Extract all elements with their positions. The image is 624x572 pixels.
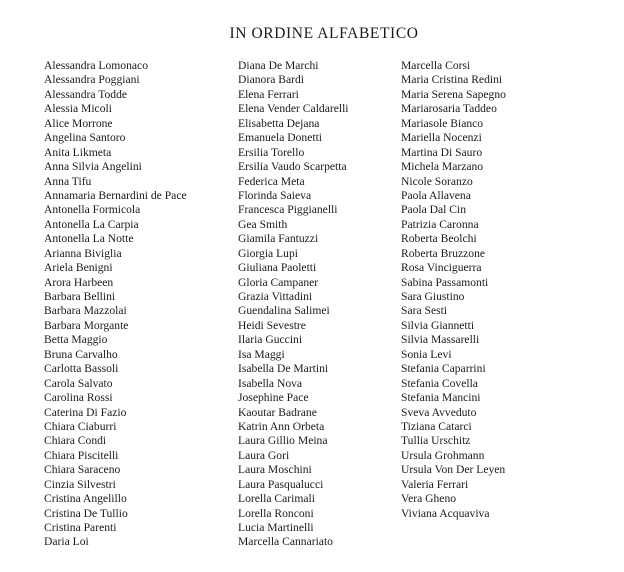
name-entry: Annamaria Bernardini de Pace — [44, 188, 187, 202]
name-entry: Mariasole Bianco — [401, 116, 484, 130]
name-entry: Ilaria Guccini — [238, 333, 303, 347]
name-entry: Stefania Covella — [401, 376, 478, 390]
name-entry: Francesca Piggianelli — [238, 203, 338, 217]
name-entry: Elena Vender Caldarelli — [238, 102, 349, 116]
name-entry: Tiziana Catarci — [401, 419, 472, 433]
name-entry: Rosa Vinciguerra — [401, 261, 482, 275]
name-entry: Sabina Passamonti — [401, 275, 489, 289]
name-entry: Laura Pasqualucci — [238, 477, 324, 491]
name-entry: Antonella La Notte — [44, 232, 134, 246]
name-entry: Gloria Campaner — [238, 275, 319, 289]
name-entry: Sonia Levi — [401, 347, 452, 361]
name-entry: Maria Serena Sapegno — [401, 87, 506, 101]
name-entry: Ariela Benigni — [44, 261, 113, 275]
name-entry: Anna Silvia Angelini — [44, 160, 142, 174]
name-entry: Ursula Von Der Leyen — [401, 463, 506, 477]
name-entry: Sara Sesti — [401, 304, 448, 318]
name-entry: Anita Likmeta — [44, 145, 112, 159]
name-column-3 — [401, 59, 506, 521]
name-entry: Arora Harbeen — [44, 275, 114, 289]
name-entry: Alessandra Todde — [44, 87, 128, 101]
name-entry: Carlotta Bassoli — [44, 362, 119, 376]
name-entry: Barbara Bellini — [44, 290, 116, 303]
name-entry: Isabella Nova — [238, 376, 303, 390]
name-entry: Chiara Ciaburri — [44, 419, 117, 433]
name-entry: Martina Di Sauro — [401, 145, 483, 159]
name-entry: Ursula Grohmann — [401, 448, 485, 462]
name-entry: Carola Salvato — [44, 376, 113, 390]
name-entry: Roberta Beolchi — [401, 232, 477, 246]
name-column-1 — [44, 59, 187, 550]
name-entry: Cinzia Silvestri — [44, 477, 116, 491]
name-entry: Giorgia Lupi — [238, 246, 299, 260]
name-entry: Stefania Caparrini — [401, 362, 486, 376]
name-entry: Cristina Angelillo — [44, 492, 127, 506]
name-entry: Heidi Sevestre — [238, 318, 306, 332]
name-entry: Tullia Urschitz — [401, 434, 471, 448]
name-entry: Bruna Carvalho — [44, 347, 118, 361]
name-entry: Paola Dal Cin — [401, 203, 467, 217]
name-entry: Antonella Formicola — [44, 203, 141, 217]
name-entry: Maria Cristina Redini — [401, 73, 503, 87]
name-entry: Cristina Parenti — [44, 521, 117, 534]
name-entry: Viviana Acquaviva — [401, 506, 490, 520]
name-entry: Lucia Martinelli — [238, 521, 314, 534]
name-entry: Barbara Mazzolai — [44, 304, 127, 318]
name-entry: Mariarosaria Taddeo — [401, 102, 497, 116]
name-entry: Alessandra Lomonaco — [44, 59, 148, 72]
name-entry: Federica Meta — [238, 174, 305, 188]
name-entry: Guendalina Salimei — [238, 304, 330, 318]
name-entry: Valeria Ferrari — [401, 477, 469, 491]
name-entry: Florinda Saieva — [238, 188, 312, 202]
name-entry: Isabella De Martini — [238, 362, 329, 376]
name-entry: Alessia Micoli — [44, 102, 112, 116]
name-entry: Barbara Morgante — [44, 318, 129, 332]
name-entry: Chiara Piscitelli — [44, 448, 119, 462]
name-entry: Lorella Carimali — [238, 492, 315, 506]
name-entry: Chiara Saraceno — [44, 463, 121, 477]
name-entry: Chiara Condi — [44, 434, 107, 448]
name-entry: Laura Moschini — [238, 463, 312, 477]
name-entry: Vera Gheno — [401, 492, 457, 506]
name-entry: Roberta Bruzzone — [401, 246, 486, 260]
name-entry: Giuliana Paoletti — [238, 261, 317, 275]
name-entry: Marcella Corsi — [401, 59, 471, 72]
name-column-2 — [238, 59, 349, 550]
name-entry: Patrizia Caronna — [401, 217, 479, 231]
name-entry: Marcella Cannariato — [238, 535, 333, 549]
name-entry: Gea Smith — [238, 217, 288, 231]
name-entry: Betta Maggio — [44, 333, 108, 347]
name-entry: Katrin Ann Orbeta — [238, 419, 325, 433]
name-entry: Stefania Mancini — [401, 391, 481, 405]
name-entry: Michela Marzano — [401, 160, 484, 174]
name-entry: Giamila Fantuzzi — [238, 232, 319, 246]
name-entry: Cristina De Tullio — [44, 506, 128, 520]
name-entry: Nicole Soranzo — [401, 174, 473, 188]
name-entry: Dianora Bardi — [238, 73, 304, 87]
name-entry: Antonella La Carpia — [44, 217, 139, 231]
name-entry: Lorella Ronconi — [238, 506, 314, 520]
name-entry: Sveva Avveduto — [401, 405, 477, 419]
name-entry: Isa Maggi — [238, 347, 285, 361]
page-title: IN ORDINE ALFABETICO — [229, 25, 419, 42]
name-entry: Carolina Rossi — [44, 391, 113, 405]
name-entry: Kaoutar Badrane — [238, 405, 317, 419]
name-entry: Laura Gori — [238, 448, 290, 462]
name-entry: Diana De Marchi — [238, 59, 319, 72]
name-entry: Paola Allavena — [401, 188, 471, 202]
name-entry: Ersilia Torello — [238, 145, 305, 159]
name-entry: Angelina Santoro — [44, 131, 126, 145]
name-entry: Laura Gillio Meina — [238, 434, 328, 448]
name-entry: Alessandra Poggiani — [44, 73, 140, 87]
name-entry: Caterina Di Fazio — [44, 405, 127, 419]
name-entry: Elisabetta Dejana — [238, 116, 320, 130]
name-entry: Daria Loi — [44, 535, 89, 549]
name-entry: Mariella Nocenzi — [401, 131, 482, 145]
name-entry: Silvia Giannetti — [401, 318, 475, 332]
name-entry: Silvia Massarelli — [401, 333, 480, 347]
name-entry: Grazia Vittadini — [238, 290, 313, 303]
name-entry: Arianna Biviglia — [44, 246, 122, 260]
name-entry: Emanuela Donetti — [238, 131, 323, 145]
name-entry: Ersilia Vaudo Scarpetta — [238, 160, 347, 174]
name-entry: Sara Giustino — [401, 290, 465, 303]
name-entry: Elena Ferrari — [238, 87, 299, 101]
name-entry: Josephine Pace — [238, 391, 309, 405]
name-entry: Alice Morrone — [44, 116, 113, 130]
name-entry: Anna Tifu — [44, 174, 92, 188]
